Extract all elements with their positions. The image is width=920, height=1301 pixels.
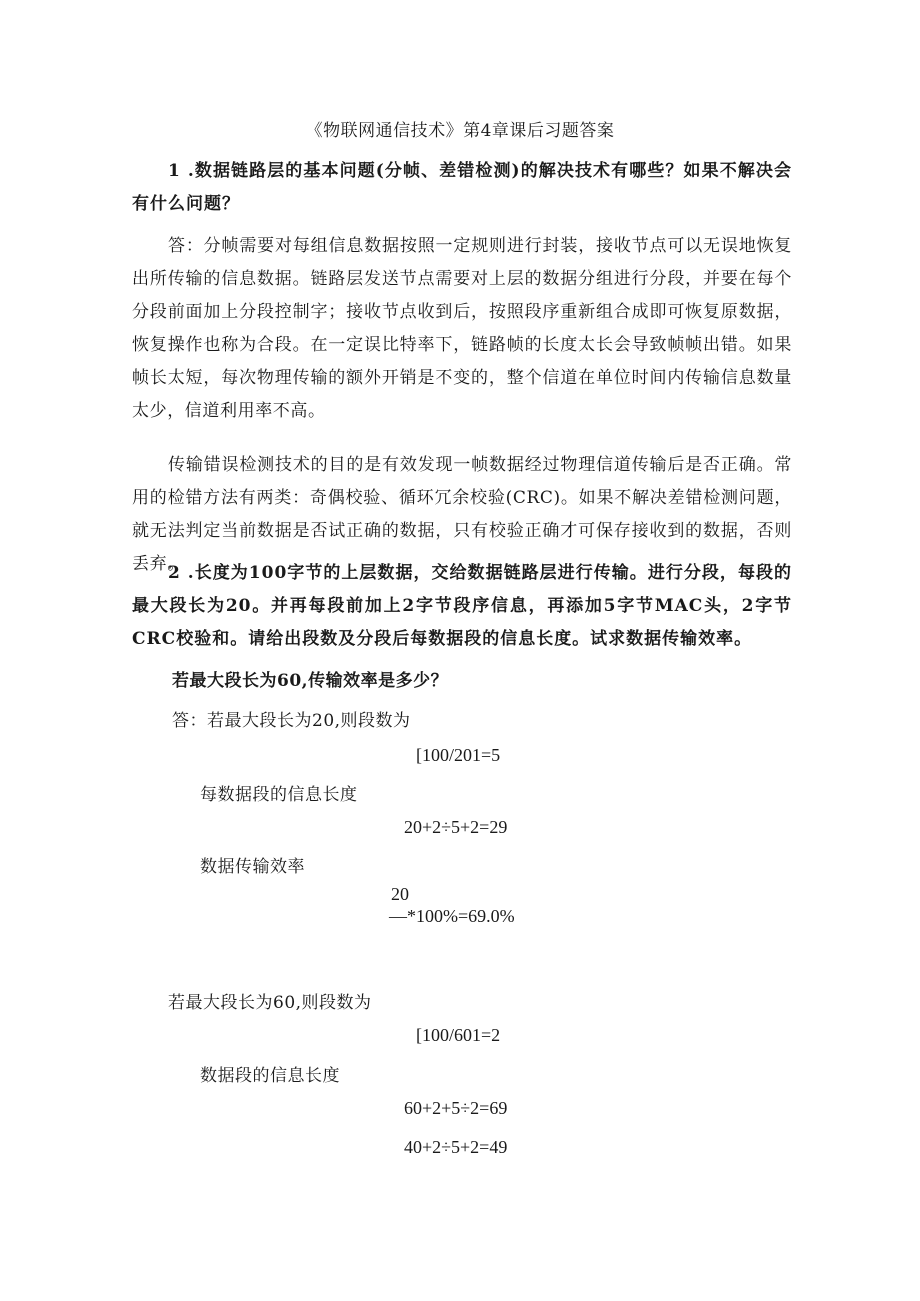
label-transmission-efficiency: 数据传输效率 — [200, 857, 305, 877]
answer-1-paragraph-2: 传输错误检测技术的目的是有效发现一帧数据经过物理信道传输后是否正确。常用的检错方法有两类：奇偶校验、循环冗余校验(CRC)。如果不解决差错检测问题，就无法判定当前数据是否试正确的数据，只有校验正确才可保存接收到的数据，否则丢弃。 — [132, 455, 792, 574]
equation-segment-length-20: 20+2÷5+2=29 — [404, 817, 508, 837]
case-60-intro: 若最大段长为60,则段数为 — [168, 993, 372, 1013]
label-segment-length-60: 数据段的信息长度 — [200, 1066, 340, 1086]
equation-segment-length-60: 60+2+5÷2=69 — [404, 1098, 508, 1118]
answer-2-intro: 答：若最大段长为20,则段数为 — [172, 711, 411, 731]
answer-1-paragraph-1: 答：分帧需要对每组信息数据按照一定规则进行封装，接收节点可以无误地恢复出所传输的信息数据。链路层发送节点需要对上层的数据分组进行分段，并要在每个分段前面加上分段控制字；接收节点收到后，按照段序重新组合成即可恢复原数据，恢复操作也称为合段。在一定误比特率下，链路帧的长度太长会导致帧帧出错。如果帧长太短，每次物理传输的额外开销是不变的，整个信道在单位时间内传输信息数量太少，信道利用率不高。 — [132, 236, 792, 421]
document-title: 《物联网通信技术》第4章课后习题答案 — [305, 121, 615, 141]
question-2-sub: 若最大段长为60,传输效率是多少？ — [172, 671, 449, 691]
equation-efficiency-numerator: 20 — [391, 884, 409, 904]
question-2: 2 .长度为100字节的上层数据，交给数据链路层进行传输。进行分段，每段的最大段长为20。并再每段前加上2字节段序信息，再添加5字节MAC头，2字节CRC校验和。请给出段数及分段后每数据段的信息长度。试求数据传输效率。 — [132, 563, 792, 649]
equation-segment-count-20: [100/201=5 — [416, 745, 501, 765]
label-segment-length: 每数据段的信息长度 — [200, 785, 358, 805]
question-1: 1 .数据链路层的基本问题(分帧、差错检测)的解决技术有哪些？如果不解决会有什么问题？ — [132, 161, 792, 214]
equation-segment-length-40: 40+2÷5+2=49 — [404, 1137, 508, 1157]
equation-efficiency-result: —*100%=69.0% — [389, 906, 515, 926]
equation-segment-count-60: [100/601=2 — [416, 1025, 501, 1045]
